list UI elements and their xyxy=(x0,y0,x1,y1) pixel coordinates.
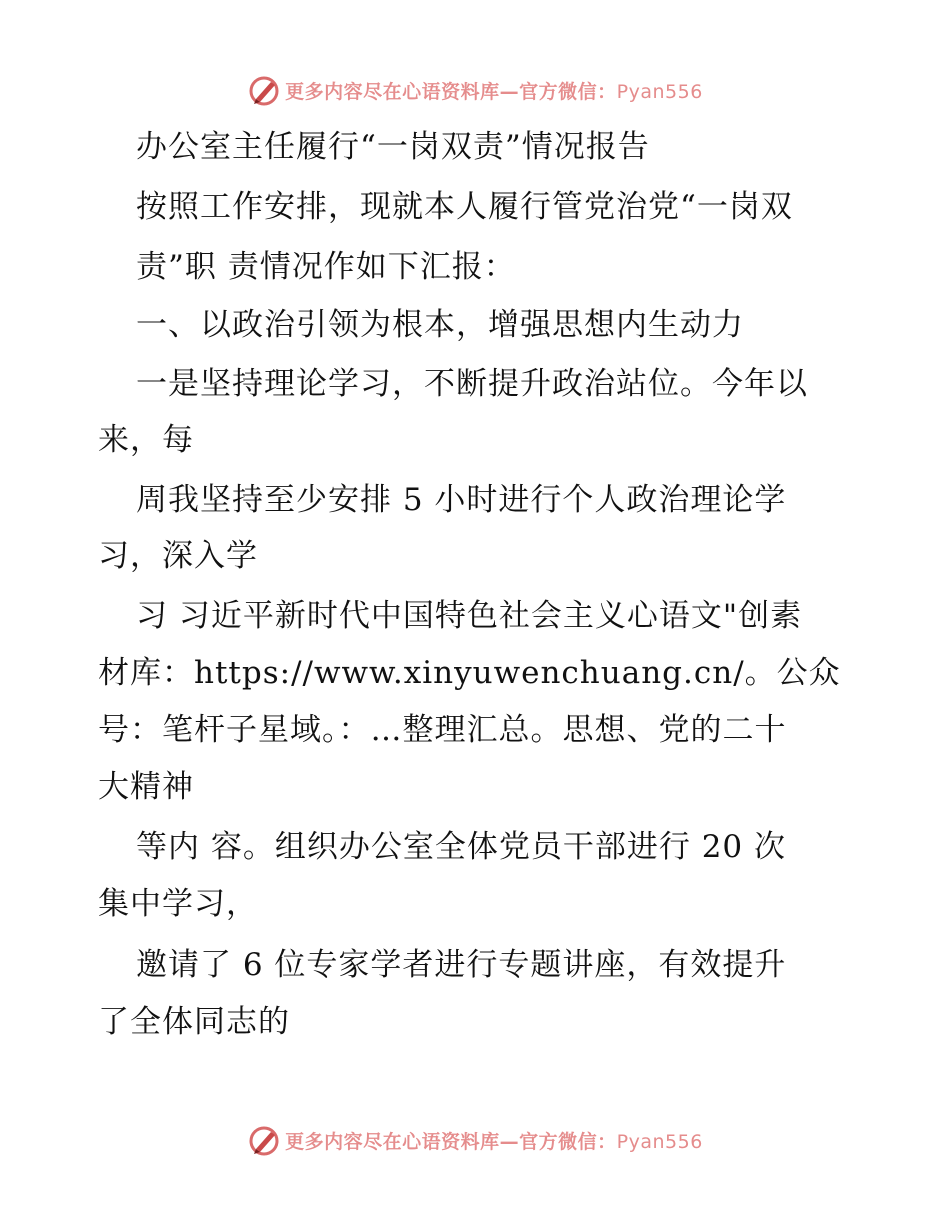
pen-logo-icon xyxy=(247,73,281,107)
paragraph-line: 号：笔杆子星域。：…整理汇总。思想、党的二十 xyxy=(98,712,787,748)
paragraph-line: 来，每 xyxy=(98,422,194,458)
section-heading: 一、以政治引领为根本，增强思想内生动力 xyxy=(136,307,744,343)
pen-logo-icon xyxy=(247,1123,281,1157)
footer-banner xyxy=(0,1120,950,1160)
paragraph-line: 按照工作安排，现就本人履行管党治党“一岗双 xyxy=(136,189,793,225)
paragraph-line: 材库：https://www.xinyuwenchuang.cn/。公众 xyxy=(98,655,841,691)
header-banner xyxy=(0,70,950,110)
paragraph-line: 邀请了 6 位专家学者进行专题讲座，有效提升 xyxy=(136,947,787,983)
banner-text: 更多内容尽在心语资料库—官方微信：Pyan556 xyxy=(285,1130,703,1153)
paragraph-line: 习，深入学 xyxy=(98,538,258,574)
paragraph-line: 了全体同志的 xyxy=(98,1004,290,1040)
paragraph-line: 大精神 xyxy=(98,769,194,805)
paragraph-line: 习 习近平新时代中国特色社会主义心语文"创素 xyxy=(136,598,803,634)
paragraph-line: 责”职 责情况作如下汇报： xyxy=(136,249,516,285)
paragraph-line: 周我坚持至少安排 5 小时进行个人政治理论学 xyxy=(136,482,787,518)
document-title: 办公室主任履行“一岗双责”情况报告 xyxy=(136,129,650,165)
paragraph-line: 等内 容。组织办公室全体党员干部进行 20 次 xyxy=(136,829,787,865)
paragraph-line: 集中学习， xyxy=(98,886,258,922)
banner-text: 更多内容尽在心语资料库—官方微信：Pyan556 xyxy=(285,80,703,103)
paragraph-line: 一是坚持理论学习，不断提升政治站位。今年以 xyxy=(136,366,808,402)
